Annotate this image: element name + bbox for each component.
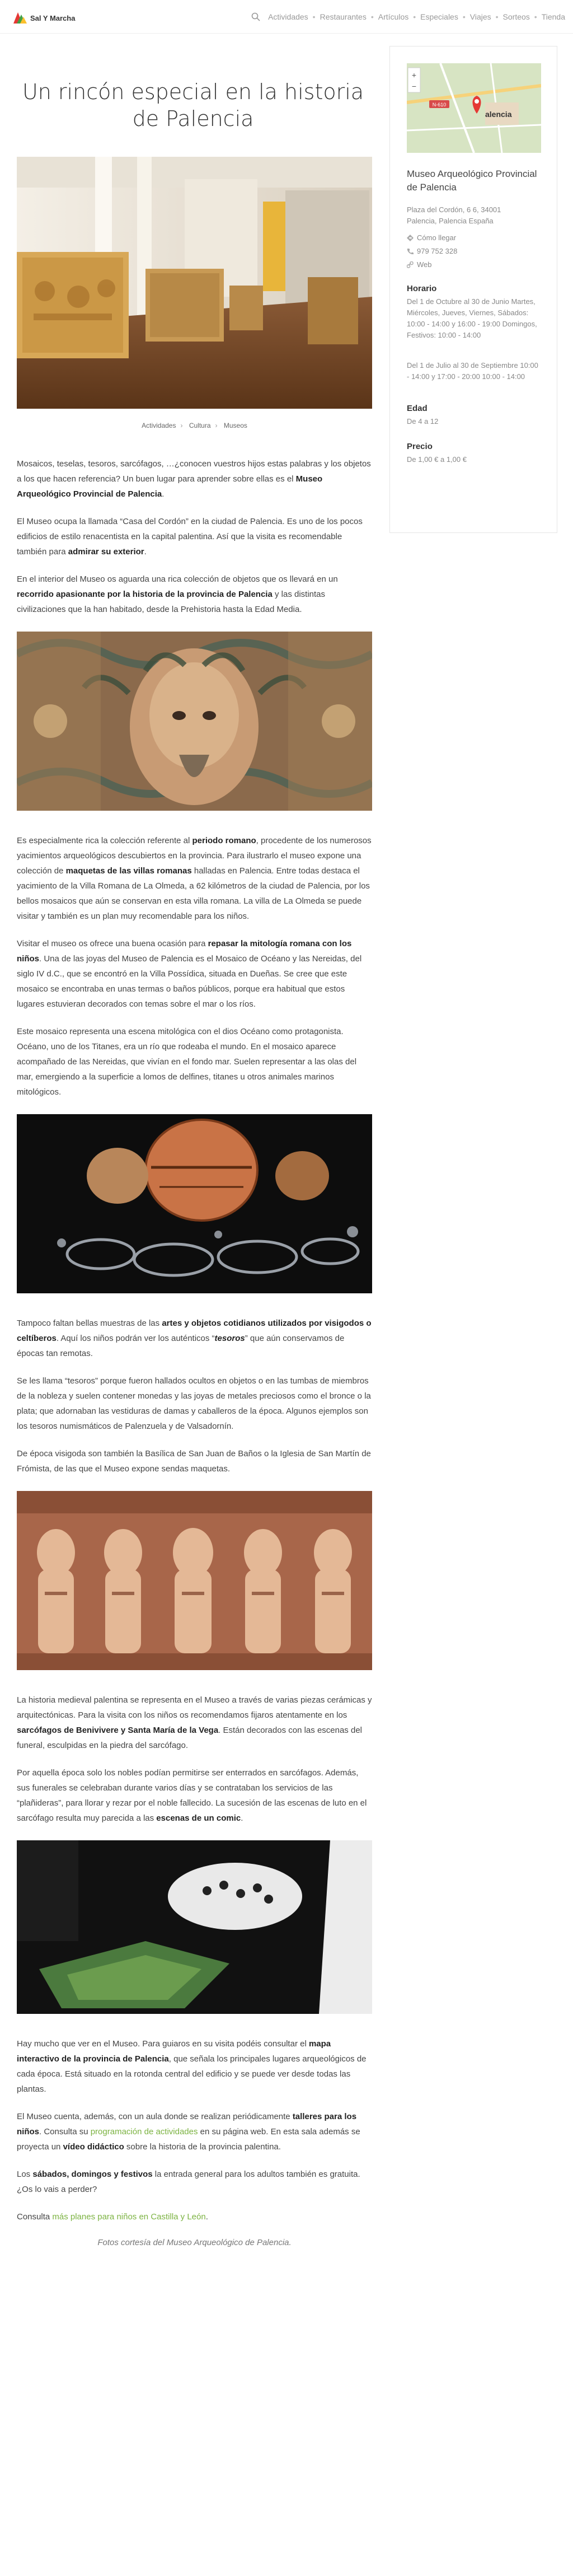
phone-link[interactable]: [407, 247, 541, 255]
paragraph-text: .: [162, 489, 165, 499]
link-icon: [407, 261, 414, 268]
article-paragraph: [17, 1316, 372, 1361]
directions-link[interactable]: [407, 233, 541, 242]
paragraph-text: De época visigoda son también la Basílica de San Juan de Baños o la Iglesia de San Martín de Frómista, de las que el Museo expone sendas maquetas.: [17, 1449, 371, 1474]
paragraph-text: El Museo cuenta, además, con un aula donde se realizan periódicamente: [17, 2112, 293, 2121]
hours-summer: Del 1 de Julio al 30 de Septiembre 10:00 - 14:00 y 17:00 - 20:00 10:00 - 14:00: [407, 361, 538, 381]
article-paragraph: [17, 514, 372, 559]
paragraph-text: ” que aún conservamos de épocas tan remotas.: [17, 1334, 345, 1358]
main-nav: [251, 12, 565, 21]
map-zoom-out-icon: −: [411, 82, 417, 91]
photo-caption: Fotos cortesía del Museo Arqueológico de Palencia.: [97, 2238, 292, 2247]
page-title-line2: de Palencia: [132, 106, 254, 131]
map-road-label: N-610: [432, 102, 447, 107]
age-heading: Edad: [407, 404, 428, 413]
article-paragraph: [17, 2036, 372, 2097]
nav-item-especiales[interactable]: Especiales: [420, 12, 458, 21]
directions-label[interactable]: Cómo llegar: [417, 233, 457, 242]
nav-item-actividades[interactable]: Actividades: [268, 12, 308, 21]
article-paragraph: [17, 2167, 372, 2197]
web-label[interactable]: Web: [417, 260, 432, 269]
emphasis-text: recorrido apasionante por la historia de la provincia de Palencia: [17, 590, 273, 599]
paragraph-text: , procedente de los numerosos yacimientos arqueológicos descubiertos en la provincia. Para ilustrarlo el museo expone una colección de: [17, 836, 372, 876]
paragraph-text: .: [205, 2212, 208, 2222]
paragraph-text: Tampoco faltan bellas muestras de las: [17, 1319, 162, 1328]
site-header: [0, 0, 573, 34]
paragraph-text: Los: [17, 2170, 33, 2179]
page-title-line1: Un rincón especial en la historia: [22, 80, 364, 104]
directions-icon: [407, 235, 414, 241]
venue-address-line1: Plaza del Cordón, 6 6, 34001: [407, 205, 501, 214]
inline-link[interactable]: más planes para niños en Castilla y León: [52, 2212, 206, 2222]
paragraph-text: Mosaicos, teselas, tesoros, sarcófagos, …¿conocen vuestros hijos estas palabras y los objetos a los que hacen referencia? Un buen lugar para aprender sobre ellas es el: [17, 459, 371, 484]
paragraph-text: Se les llama “tesoros” porque fueron hallados ocultos en objetos o en las tumbas de miembros de la nobleza y suelen contener monedas y las joyas de metales preciosos como el bronce o la plata; que adornaban las vestiduras de damas y caballeros de la época. Algunos ejemplos son los tesoros numismáticos de Palenzuela y de Valsadornín.: [17, 1376, 371, 1431]
paragraph-text: y las distintas civilizaciones que la han habitado, desde la Prehistoria hasta la Edad Media.: [17, 590, 326, 614]
article-paragraph: [17, 833, 372, 924]
article-body: [17, 157, 372, 2247]
breadcrumb-actividades[interactable]: Actividades: [142, 422, 176, 429]
hours-heading: Horario: [407, 284, 437, 293]
emphasis-text: periodo romano: [192, 836, 256, 845]
paragraph-text: En el interior del Museo os aguarda una rica colección de objetos que os llevará en un: [17, 574, 338, 584]
paragraph-text: .: [241, 1813, 243, 1823]
nav-separator: •: [370, 12, 374, 21]
paragraph-text: Consulta: [17, 2212, 53, 2222]
emphasis-text: artes y objetos cotidianos utilizados por visigodos o celtíberos: [17, 1319, 372, 1343]
article-paragraph: [17, 1373, 372, 1434]
location-map[interactable]: [407, 63, 541, 153]
breadcrumb-separator: ›: [180, 422, 183, 429]
paragraph-text: . Están decorados con las escenas del funeral, esculpidas en la piedra del sarcófago.: [17, 1726, 362, 1750]
logo-text: Sal Y Marcha: [30, 14, 76, 22]
article-paragraph: [17, 1024, 372, 1100]
hero-image-museum-hall: [17, 157, 372, 409]
breadcrumb-cultura[interactable]: Cultura: [189, 422, 211, 429]
paragraph-text: La historia medieval palentina se representa en el Museo a través de varias piezas cerámicas y arquitectónicas. Para la visita con los niños os recomendamos fijaros atentamente en los: [17, 1695, 372, 1720]
map-zoom-in-icon: +: [411, 71, 417, 80]
emphasis-text: vídeo didáctico: [63, 2142, 124, 2152]
mosaic-oceanus-image: [17, 632, 372, 811]
venue-address-line2: Palencia, Palencia España: [407, 217, 494, 225]
paragraph-text: Es especialmente rica la colección referente al: [17, 836, 192, 845]
phone-icon: [407, 248, 414, 255]
emphasis-text: sábados, domingos y festivos: [32, 2170, 153, 2179]
venue-info-card: [389, 46, 557, 533]
nav-separator: •: [312, 12, 316, 21]
paragraph-text: sobre la historia de la provincia palentina.: [124, 2142, 281, 2152]
article-paragraph: [17, 1765, 372, 1826]
emphasis-text: escenas de un comic: [156, 1813, 241, 1823]
nav-separator: •: [462, 12, 466, 21]
paragraph-text: Visitar el museo os ofrece una buena ocasión para: [17, 939, 208, 948]
paragraph-text: .: [144, 547, 147, 557]
price-range: De 1,00 € a 1,00 €: [407, 455, 467, 464]
article-paragraph: [17, 572, 372, 617]
paragraph-text: Por aquella época solo los nobles podían permitirse ser enterrados en sarcófagos. Además, sus funerales se celebraban durante varios días y se contrataban los servicios de las “plañideras”, para llorar y rezar por el noble fallecido. La sucesión de las escenas de luto en el sarcófago resulta muy parecida a las: [17, 1768, 367, 1823]
hours-winter: Del 1 de Octubre al 30 de Junio Martes, Miércoles, Jueves, Viernes, Sábados: 10:00 - 14:00 y 16:00 - 19:00 Domingos, Festivos: 10:00 - 14:00: [407, 297, 537, 339]
paragraph-text: la entrada general para los adultos también es gratuita. ¿Os lo vais a perder?: [17, 2170, 360, 2194]
nav-separator: •: [534, 12, 537, 21]
article-paragraph: [17, 936, 372, 1012]
age-range: De 4 a 12: [407, 417, 439, 426]
nav-item-articulos[interactable]: Artículos: [378, 12, 409, 21]
breadcrumb-museos[interactable]: Museos: [223, 422, 247, 429]
emphasis-text: repasar la mitología romana con los niños: [17, 939, 352, 964]
paragraph-text: en su página web. En esta sala además se proyecta un: [17, 2127, 360, 2152]
emphasis-text: Museo Arqueológico Provincial de Palencia: [17, 474, 323, 499]
emphasis-text: maquetas de las villas romanas: [65, 866, 192, 876]
article-paragraph: [17, 456, 372, 502]
price-heading: Precio: [407, 442, 433, 451]
ancient-objects-image: [17, 1114, 372, 1293]
page-title: [17, 78, 369, 132]
phone-number[interactable]: 979 752 328: [417, 247, 458, 255]
paragraph-text: . Aquí los niños podrán ver los auténticos “: [56, 1334, 215, 1343]
site-logo[interactable]: [11, 8, 95, 27]
sarcophagus-relief-image: [17, 1491, 372, 1670]
article-paragraph: [17, 1693, 372, 1753]
web-link[interactable]: [407, 260, 541, 269]
paragraph-text: El Museo ocupa la llamada “Casa del Cordón” en la ciudad de Palencia. Es uno de los pocos edificios de estilo renacentista en la capital palentina. Así que la visita es recomendable también para: [17, 517, 363, 557]
venue-address: [407, 204, 541, 227]
emphasis-text: sarcófagos de Benivivere y Santa María de la Vega: [17, 1726, 219, 1735]
paragraph-text: . Una de las joyas del Museo de Palencia es el Mosaico de Océano y las Nereidas, del siglo IV d.C., que se encontró en la Villa Possídica, situada en Dueñas. Se cree que este mosaico se encontraba en unas termas o baños públicos, porque era habitual que estos lugares estuvieran decorados con temas sobre el mar o los ríos.: [17, 954, 362, 1009]
breadcrumb-separator: ›: [215, 422, 218, 429]
paragraph-text: . Consulta su: [39, 2127, 91, 2136]
interactive-map-rotunda-image: [17, 1840, 372, 2014]
nav-separator: •: [495, 12, 499, 21]
paragraph-text: Este mosaico representa una escena mitológica con el dios Océano como protagonista. Océano, uno de los Titanes, era un río que rodeaba el mundo. En el mosaico aparece acompañado de las Nereidas, que vivían en el fondo mar. Suelen representar a las olas del mar, emergiendo a la superficie a lomos de delfines, titanes u otros animales marinos mitológicos.: [17, 1027, 357, 1097]
nav-item-restaurantes[interactable]: Restaurantes: [320, 12, 367, 21]
emphasis-text: admirar su exterior: [68, 547, 144, 557]
emphasis-text: mapa interactivo de la provincia de Palencia: [17, 2039, 331, 2064]
emphasis-text: talleres para los niños: [17, 2112, 357, 2136]
paragraph-text: Hay mucho que ver en el Museo. Para guiaros en su visita podéis consultar el: [17, 2039, 309, 2049]
map-city-label: alencia: [485, 110, 512, 119]
inline-link[interactable]: programación de actividades: [90, 2127, 198, 2136]
paragraph-text: halladas en Palencia. Entre todas destaca el yacimiento de la Villa Romana de La Olmeda, a 62 kilómetros de la ciudad de Palencia, por los bellos mosaicos que aún se conservan en esta villa romana. La villa de La Olmeda se puede visitar y también es un plan muy recomendable para los niños.: [17, 866, 370, 921]
breadcrumb: [17, 422, 372, 434]
emphasis-text: tesoros: [214, 1334, 245, 1343]
search-icon[interactable]: [251, 12, 260, 21]
nav-item-tienda[interactable]: Tienda: [541, 12, 565, 21]
article-paragraph: [17, 2209, 372, 2224]
venue-title: Museo Arqueológico Provincial de Palencia: [407, 169, 537, 193]
article-paragraph: [17, 2109, 372, 2154]
nav-item-sorteos[interactable]: Sorteos: [502, 12, 530, 21]
nav-separator: •: [413, 12, 416, 21]
nav-item-viajes[interactable]: Viajes: [469, 12, 491, 21]
paragraph-text: , que señala los principales lugares arqueológicos de cada época. Está situado en la rotonda central del edificio y se puede ver desde todas las plantas.: [17, 2054, 367, 2094]
article-paragraph: [17, 1446, 372, 1476]
